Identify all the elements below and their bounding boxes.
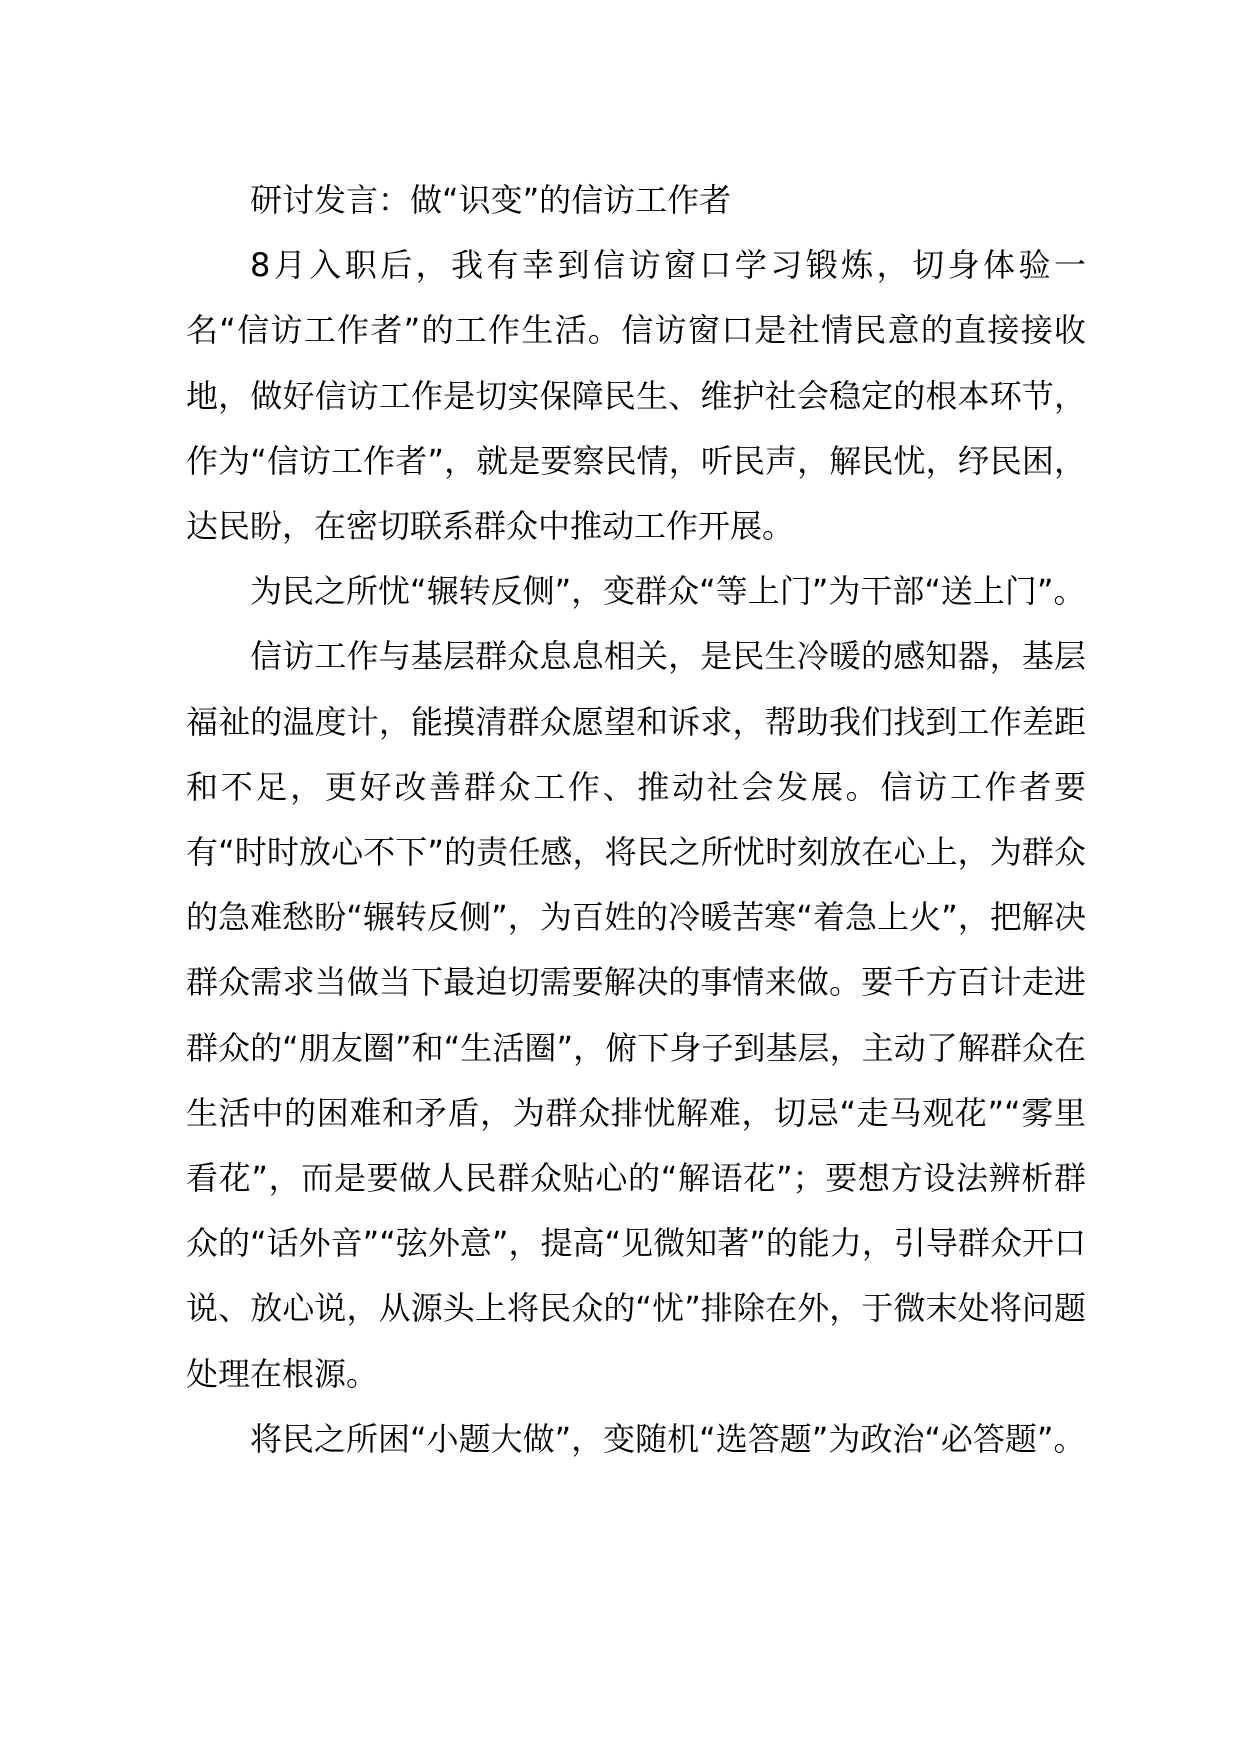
paragraph-intro: 8月入职后，我有幸到信访窗口学习锻炼，切身体验一名“信访工作者”的工作生活。信访窗口是社情民意的直接接收地，做好信访工作是切实保障民生、维护社会稳定的根本环节，作为“信访工作者”，就是要察民情，听民声，解民忧，纾民困，达民盼，在密切联系群众中推动工作开展。	[186, 246, 1086, 546]
document-body	[186, 168, 1086, 1472]
paragraph-body-1: 信访工作与基层群众息息相关，是民生冷暖的感知器，基层福祉的温度计，能摸清群众愿望和诉求，帮助我们找到工作差距和不足，更好改善群众工作、推动社会发展。信访工作者要有“时时放心不下”的责任感，将民之所忧时刻放在心上，为群众的急难愁盼“辗转反侧”，为百姓的冷暖苦寒“着急上火”，把解决群众需求当做当下最迫切需要解决的事情来做。要千方百计走进群众的“朋友圈”和“生活圈”，俯下身子到基层，主动了解群众在生活中的困难和矛盾，为群众排忧解难，切忌“走马观花”“雾里看花”，而是要做人民群众贴心的“解语花”；要想方设法辨析群众的“话外音”“弦外意”，提高“见微知著”的能力，引导群众开口说、放心说，从源头上将民众的“忧”排除在外，于微末处将问题处理在根源。	[186, 637, 1086, 1393]
paragraph-heading-2: 将民之所困“小题大做”，变随机“选答题”为政治“必答题”。	[250, 1419, 1086, 1458]
document-title: 研讨发言：做“识变”的信访工作者	[250, 181, 732, 219]
paragraph-heading-1: 为民之所忧“辗转反侧”，变群众“等上门”为干部“送上门”。	[250, 572, 1086, 611]
